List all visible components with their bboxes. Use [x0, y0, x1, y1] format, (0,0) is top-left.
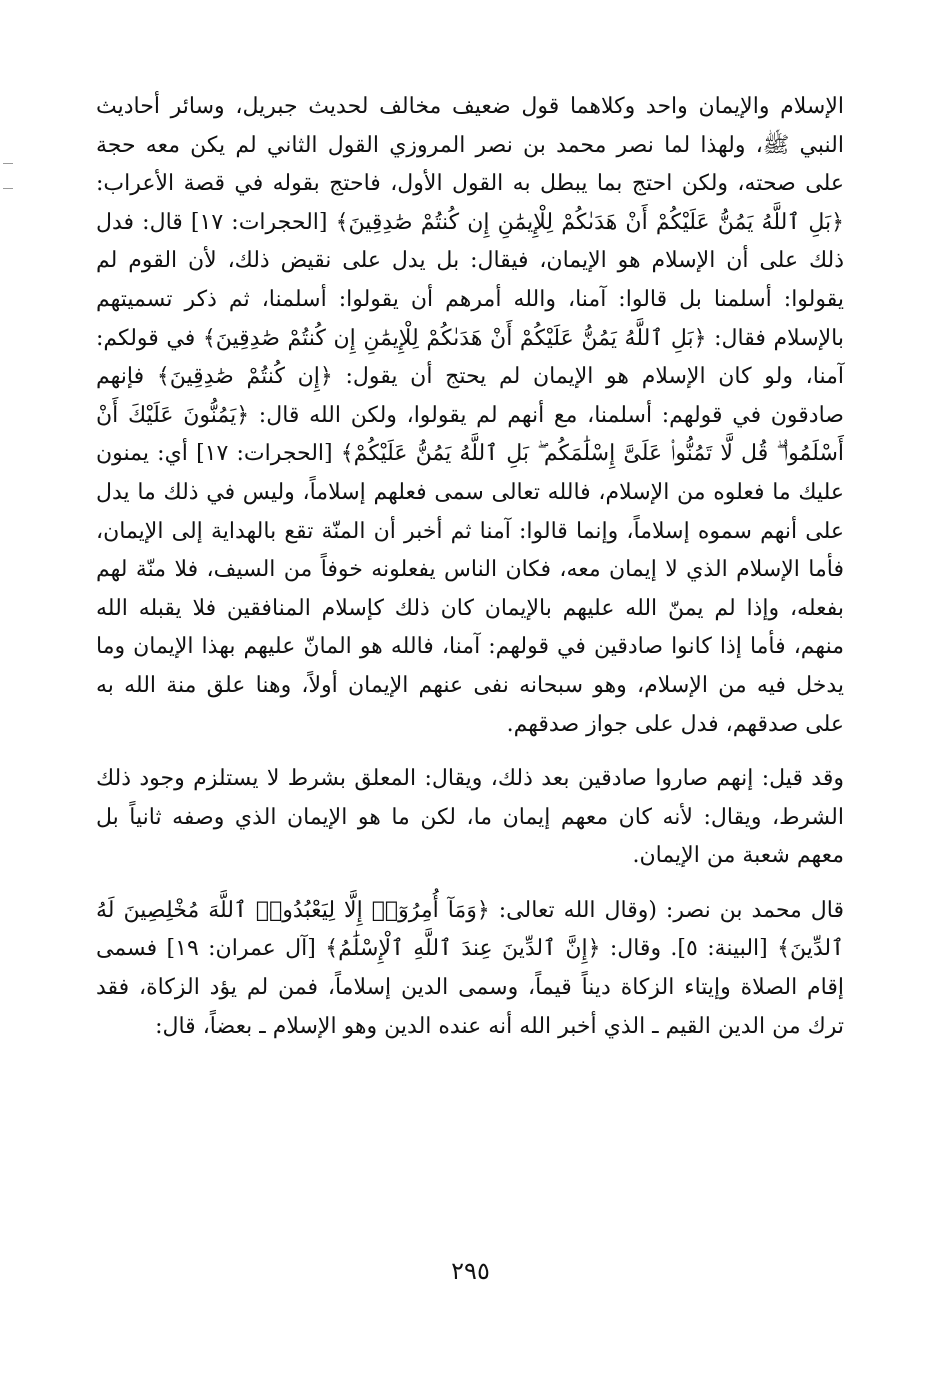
paragraph-3: قال محمد بن نصر: (وقال الله تعالى: ﴿وَمَآ أُمِرُوٓا۟ إِلَّا لِيَعْبُدُوا۟ ٱللَّهَ مُخْلِصِينَ لَهُ ٱلدِّينَ﴾ [البينة: ٥]. وقال: ﴿إِنَّ ٱلدِّينَ عِندَ ٱللَّهِ ٱلْإِسْلَٰمُ﴾ [آل عمران: ١٩] فسمى إقام الصلاة وإيتاء الزكاة ديناً قيماً، وسمى الدين إسلاماً، فمن لم يؤد الزكاة، فقد ترك من الدين القيم ـ الذي أخبر الله أنه عنده الدين وهو الإسلام ـ بعضاً، قال: — [96, 897, 844, 1039]
margin-mark — [3, 163, 13, 164]
paragraph-1: الإسلام والإيمان واحد وكلاهما قول ضعيف مخالف لحديث جبريل، وسائر أحاديث النبي ﷺ، ولهذا لما نصر محمد بن نصر المروزي القول الثاني لم يكن معه حجة على صحته، ولكن احتج بما يبطل به القول الأول، فاحتج بقوله في قصة الأعراب: ﴿بَلِ ٱللَّهُ يَمُنُّ عَلَيْكُمْ أَنْ هَدَىٰكُمْ لِلْإِيمَٰنِ إِن كُنتُمْ صَٰدِقِينَ﴾ [الحجرات: ١٧] قال: فدل ذلك على أن الإسلام هو الإيمان، فيقال: بل يدل على نقيض ذلك، لأن القوم لم يقولوا: أسلمنا بل قالوا: آمنا، والله أمرهم أن يقولوا: أسلمنا، ثم ذكر تسميتهم بالإسلام فقال: ﴿بَلِ ٱللَّهُ يَمُنُّ عَلَيْكُمْ أَنْ هَدَىٰكُمْ لِلْإِيمَٰنِ إِن كُنتُمْ صَٰدِقِينَ﴾ في قولكم: آمنا، ولو كان الإسلام هو الإيمان لم يحتج أن يقول: ﴿إِن كُنتُمْ صَٰدِقِينَ﴾ فإنهم صادقون في قولهم: أسلمنا، مع أنهم لم يقولوا، ولكن الله قال: ﴿يَمُنُّونَ عَلَيْكَ أَنْ أَسْلَمُوا۟ ۖ قُل لَّا تَمُنُّوا۟ عَلَىَّ إِسْلَٰمَكُم ۖ بَلِ ٱللَّهُ يَمُنُّ عَلَيْكُمْ﴾ [الحجرات: ١٧] أي: يمنون عليك ما فعلوه من الإسلام، فالله تعالى سمى فعلهم إسلاماً، وليس في ذلك ما يدل على أنهم سموه إسلاماً، وإنما قالوا: آمنا ثم أخبر أن المنّة تقع بالهداية إلى الإيمان، فأما الإسلام الذي لا إيمان معه، فكان الناس يفعلونه خوفاً من السيف، فلا منّة لهم بفعله، وإذا لم يمنّ الله عليهم بالإيمان كان ذلك كإسلام المنافقين فلا يقبله الله منهم، فأما إذا كانوا صادقين في قولهم: آمنا، فالله هو المانّ عليهم بهذا الإيمان وما يدخل فيه من الإسلام، وهو سبحانه نفى عنهم الإيمان أولاً، وهنا علق منة الله به على صدقهم، فدل على جواز صدقهم. — [96, 94, 844, 737]
page-text — [96, 88, 844, 1046]
paragraph-2: وقد قيل: إنهم صاروا صادقين بعد ذلك، ويقال: المعلق بشرط لا يستلزم وجود ذلك الشرط، ويقال: لأنه كان معهم إيمان ما، لكن ما هو الإيمان الذي وصفه ثانياً بل معهم شعبة من الإيمان. — [96, 766, 844, 869]
margin-mark — [3, 188, 13, 189]
page-number: ٢٩٥ — [451, 1257, 490, 1285]
